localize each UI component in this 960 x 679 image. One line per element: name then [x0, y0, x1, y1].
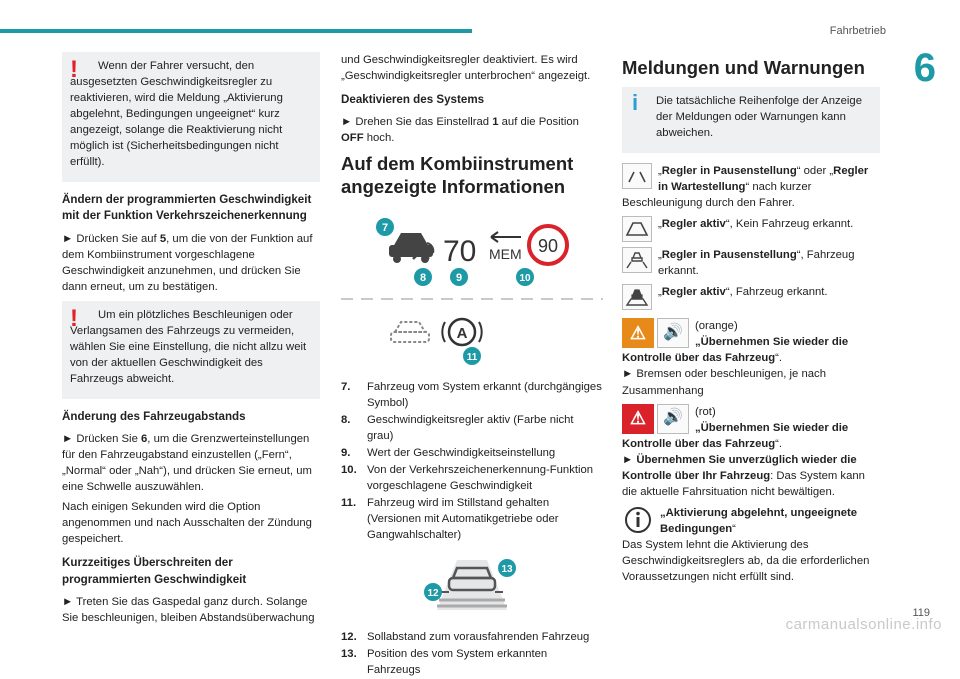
warning-triangle-icon: ⚠	[622, 404, 654, 434]
regulator-active-vehicle-icon	[622, 284, 652, 310]
step-change-speed: ► Drücken Sie auf 5, um die von der Funktion auf dem Kombiinstrument vorgeschlagene Geschwindigkeit anzunehmen, und drücken Sie dann erneut, um zu bestätigen.	[62, 232, 313, 293]
heading-messages: Meldungen und Warnungen	[622, 57, 865, 78]
page-number: 119	[912, 607, 930, 619]
message-paused-vehicle: „Regler in Pausenstellung“, Fahrzeug erkannt.	[622, 247, 880, 279]
list-item: 12. Sollabstand zum vorausfahrenden Fahrzeug	[341, 631, 590, 643]
regulator-paused-vehicle-icon	[622, 247, 652, 273]
distance-note: Nach einigen Sekunden wird die Option angenommen und nach Ausschalten der Zündung gespeichert.	[62, 501, 312, 546]
heading-deactivate: Deaktivieren des Systems	[341, 93, 485, 107]
warning-text-2: Um ein plötzliches Beschleunigen oder Verlangsamen des Fahrzeugs zu vermeiden, wählen Sie eine Einstellung, die nicht allzu weit von der aktuellen Geschwindigkeit des Fahrzeugs abweicht.	[70, 308, 307, 385]
watermark: carmanualsonline.info	[785, 616, 942, 633]
continued-text: und Geschwindigkeitsregler deaktiviert. Es wird „Geschwindigkeitsregler unterbrochen“ angezeigt.	[341, 54, 591, 83]
cluster-figure-1	[341, 207, 603, 325]
speed-limit-value: 90	[537, 235, 559, 256]
auto-hold-icon	[442, 319, 481, 345]
warning-triangle-icon: ⚠	[622, 318, 654, 348]
vehicle-outline-icon	[391, 322, 429, 342]
top-accent-bar	[0, 29, 472, 33]
heading-change-distance: Änderung des Fahrzeugabstands	[62, 409, 246, 423]
regulator-paused-icon	[622, 163, 652, 189]
list-item: 10. Von der Verkehrszeichenerkennung-Funktion vorgeschlagene Geschwindigkeit	[341, 463, 594, 492]
speaker-icon: 🔊	[657, 404, 689, 434]
speed-limit-sign	[529, 226, 567, 264]
regulator-active-icon	[622, 216, 652, 242]
message-orange-takeover: ⚠ 🔊 (orange) „Übernehmen Sie wieder die Kontrolle über das Fahrzeug“. ► Bremsen oder beschleunigen, je nach Zusammenhang	[622, 320, 849, 397]
callout-13: 13	[501, 563, 513, 575]
warning-icon: !	[70, 304, 78, 332]
distance-figure	[341, 548, 603, 618]
info-circle-icon	[622, 505, 654, 535]
vehicle-detected-icon	[389, 233, 433, 263]
info-box	[622, 87, 880, 153]
cluster-figure-1b	[341, 310, 603, 368]
memory-icon	[489, 232, 522, 262]
callout-10: 10	[519, 272, 531, 284]
chapter-number: 6	[913, 46, 936, 90]
info-icon: i	[632, 90, 639, 116]
callout-9: 9	[455, 271, 463, 284]
message-red-takeover: ⚠ 🔊 (rot) „Übernehmen Sie wieder die Kontrolle über das Fahrzeug“. ► Übernehmen Sie unverzüglich wieder die Kontrolle über Ihr Fahrzeug: Das System kann die aktuelle Fahrsituation nicht bewältigen.	[622, 405, 865, 498]
step-change-distance: ► Drücken Sie 6, um die Grenzwerteinstellungen für den Fahrzeugabstand einzustellen („Fern“, „Normal“ oder „Nah“), und drücken Sie erneut, um eine Schwelle auszuwählen.	[62, 433, 312, 494]
callout-12: 12	[427, 587, 439, 599]
heading-cluster-info: Auf dem Kombiinstrument angezeigte Informationen	[341, 153, 574, 198]
step-deactivate: ► Drehen Sie das Einstellrad 1 auf die Position OFF hoch.	[341, 116, 579, 145]
info-text: Die tatsächliche Reihenfolge der Anzeige der Meldungen oder Warnungen kann abweichen.	[656, 95, 862, 140]
heading-exceed-speed: Kurzzeitiges Überschreiten der programmierten Geschwindigkeit	[62, 556, 247, 586]
message-activation-refused: „Aktivierung abgelehnt, ungeeignete Bedingungen“ Das System lehnt die Aktivierung des Geschwindigkeitsreglers ab, da die erforderlichen Voraussetzungen nicht erfüllt sind.	[622, 506, 870, 583]
running-title: Fahrbetrieb	[829, 25, 886, 37]
list-item: 11. Fahrzeug wird im Stillstand gehalten (Versionen mit Automatikgetriebe oder Gangwahlschalter)	[341, 496, 559, 541]
speaker-icon: 🔊	[657, 318, 689, 348]
memory-label: MEM	[489, 245, 522, 262]
message-paused: „Regler in Pausenstellung“ oder „Regler in Wartestellung“ nach kurzer Beschleunigung durch den Fahrer.	[622, 165, 869, 210]
callout-7: 7	[381, 221, 389, 234]
legend-list-2	[341, 629, 603, 678]
column-3	[622, 52, 880, 590]
svg-text:A: A	[456, 324, 468, 342]
heading-change-speed: Ändern der programmierten Geschwindigkeit mit der Funktion Verkehrszeichenerkennung	[62, 193, 312, 223]
list-item: 7. Fahrzeug vom System erkannt (durchgängiges Symbol)	[341, 380, 602, 409]
callout-11: 11	[466, 351, 478, 363]
step-exceed-speed: ► Treten Sie das Gaspedal ganz durch. Solange Sie beschleunigen, bleiben Abstandsüberwachung	[62, 595, 315, 624]
callout-8: 8	[419, 271, 427, 284]
list-item: 8. Geschwindigkeitsregler aktiv (Farbe nicht grau)	[341, 413, 574, 442]
list-item: 13. Position des vom System erkannten Fahrzeugs	[341, 648, 548, 677]
warning-box-1	[62, 52, 320, 182]
column-1	[62, 52, 320, 630]
legend-list-1	[341, 379, 603, 543]
message-active-vehicle: „Regler aktiv“, Fahrzeug erkannt.	[622, 284, 880, 310]
warning-box-2	[62, 301, 320, 399]
list-item: 9. Wert der Geschwindigkeitseinstellung	[341, 446, 556, 459]
column-2	[341, 52, 603, 679]
message-active-no-vehicle: „Regler aktiv“, Kein Fahrzeug erkannt.	[622, 216, 880, 242]
warning-icon: !	[70, 56, 78, 83]
set-speed-value: 70	[443, 234, 477, 268]
warning-text-1: Wenn der Fahrer versucht, den ausgesetzten Geschwindigkeitsregler zu reaktivieren, wird die Meldung „Aktivierung abgelehnt, Bedingungen ungeeignet“ kurz angezeigt, solange die Reaktivierung nicht möglich ist (Sicherheitsbedingungen nicht erfüllt).	[70, 60, 283, 169]
